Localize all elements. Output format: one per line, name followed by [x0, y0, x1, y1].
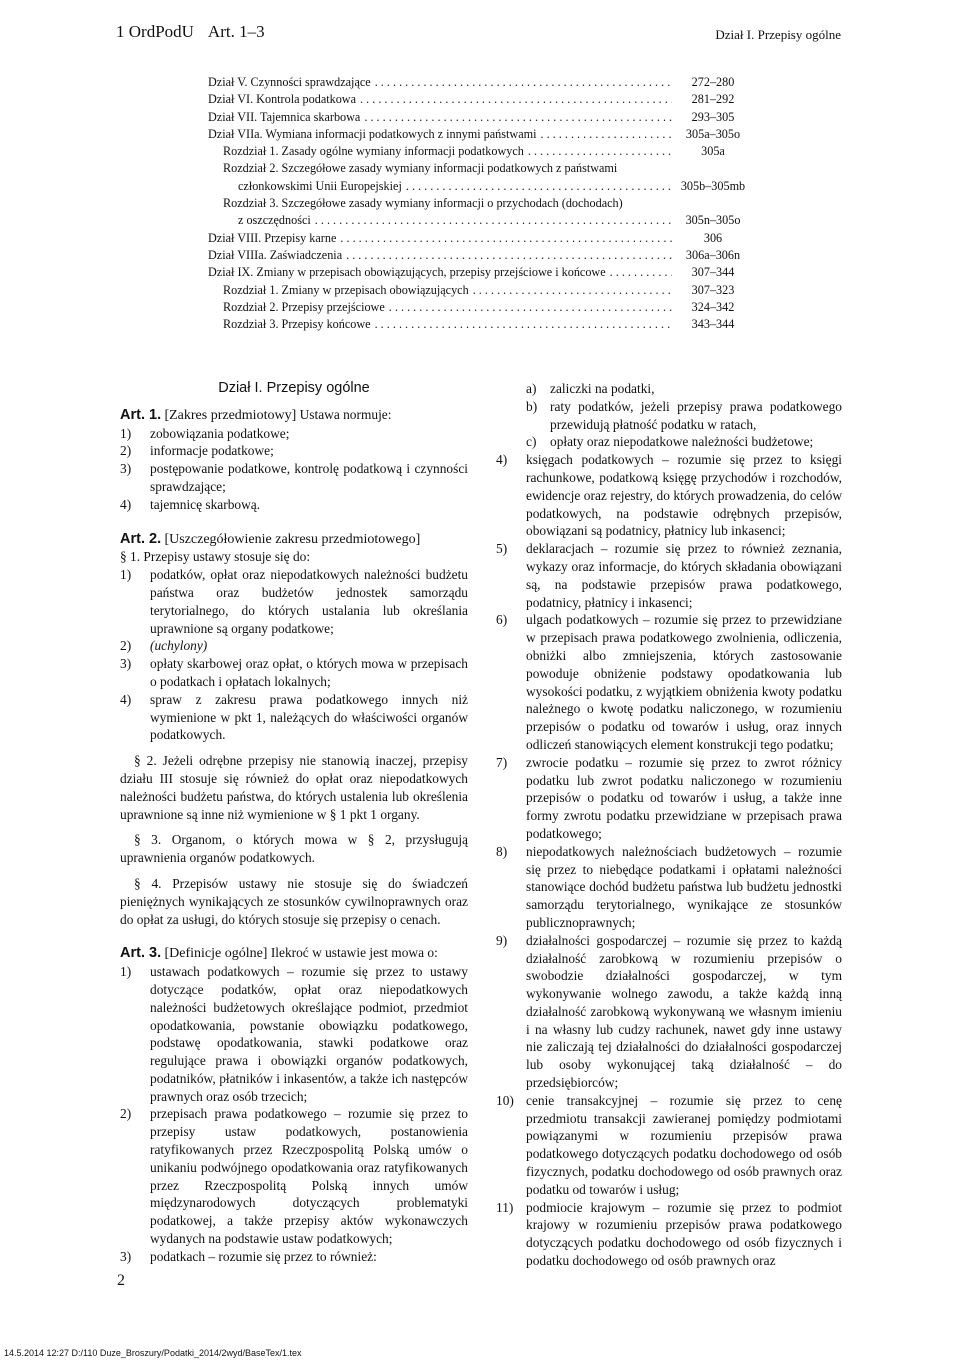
art2-number: Art. 2. [120, 530, 162, 547]
list-item [120, 1248, 468, 1266]
list-item [496, 433, 842, 451]
toc-entry [208, 316, 750, 333]
list-item-number: 4) [120, 691, 132, 707]
list-item-number: 2) [120, 1106, 132, 1122]
list-item [120, 963, 468, 1105]
toc-dot-leader [360, 91, 672, 108]
art2-paragraph-3: § 3. Organom, o których mowa w § 2, przysługują uprawnienia organów podatkowych. [120, 832, 468, 866]
running-header-right: Dział I. Przepisy ogólne [715, 27, 841, 42]
list-item-number: 9) [496, 932, 508, 948]
list-item [496, 398, 842, 434]
header-article-range: Art. 1–3 [207, 22, 265, 41]
list-item [496, 1199, 842, 1270]
art3-list-left [120, 963, 468, 1266]
toc-entry-label: Rozdział 3. Przepisy końcowe [223, 317, 371, 332]
toc-entry-label: Rozdział 2. Przepisy przejściowe [223, 299, 385, 314]
toc-entry [208, 195, 750, 212]
list-item-text: deklaracjach – rozumie się przez to również zeznania, wykazy oraz informacje, do których składania obowiązani są, na podstawie przepisów prawa podatkowego, podatnicy, płatnicy i inkasenci; [526, 541, 842, 610]
list-item-number: 2) [120, 443, 132, 459]
art3-number: Art. 3. [120, 945, 162, 962]
list-item-number: 3) [120, 656, 132, 672]
toc-entry-page: 343–344 [691, 317, 735, 332]
toc-entry [208, 282, 750, 299]
list-item [120, 655, 468, 691]
toc-entry-label: Dział VIII. Przepisy karne [208, 230, 337, 245]
toc-dot-leader [340, 230, 672, 247]
list-item-number: 1) [120, 425, 132, 441]
list-item-text: zwrocie podatku – rozumie się przez to zwrot różnicy podatku lub zwrot podatku naliczonego w rozumieniu przepisów o podatku od towarów i usług, a także inne formy zwrotu podatku przewidziane w przepisach prawa podatkowego; [526, 754, 842, 841]
list-item-text: zaliczki na podatki, [550, 381, 655, 396]
art1-heading [120, 406, 468, 425]
toc-entry-label: Dział VIIa. Wymiana informacji podatkowych z innymi państwami [208, 126, 537, 141]
toc-entry-page: 306 [703, 230, 723, 245]
list-item [120, 637, 468, 655]
art2-title: [Uszczegółowienie zakresu przedmiotowego] [164, 531, 421, 547]
art1-lead: Ustawa normuje: [299, 406, 392, 422]
list-item-text: raty podatków, jeżeli przepisy prawa podatkowego przewidują płatność podatku w ratach, [550, 398, 842, 432]
list-item-number: 6) [496, 612, 508, 628]
list-item-text: informacje podatkowe; [150, 443, 274, 459]
toc-entry-label: Dział VIIIa. Zaświadczenia [208, 247, 343, 262]
art1-title: [Zakres przedmiotowy] [164, 407, 297, 423]
toc-dot-leader [389, 299, 672, 316]
toc-entry-label: Rozdział 1. Zmiany w przepisach obowiązujących [223, 282, 469, 297]
list-item [120, 460, 468, 496]
list-item-text: postępowanie podatkowe, kontrolę podatkową i czynności sprawdzające; [150, 461, 468, 494]
list-item [120, 566, 468, 637]
toc-dot-leader [610, 264, 672, 281]
toc-dot-leader [540, 126, 672, 143]
toc-entry [208, 74, 750, 91]
list-item-text: cenie transakcyjnej – rozumie się przez to cenę przedmiotu transakcji zawieranej pomiędzy podmiotami powiązanymi w rozumieniu przepisów prawa podatkowego dotyczących podatku dochodowego od osób fizycznych, podatku dochodowego od osób prawnych oraz podatku od towarów i usług; [526, 1092, 842, 1197]
art2-heading [120, 530, 468, 549]
toc-dot-leader [315, 212, 672, 229]
art3-sublist [496, 380, 842, 451]
list-item-number: 4) [496, 452, 508, 468]
art3-lead: Ilekroć w ustawie jest mowa o: [270, 945, 438, 961]
list-item-number: 3) [120, 461, 132, 477]
page-number: 2 [117, 1272, 125, 1289]
running-header-left [116, 22, 265, 42]
toc-entry-label: członkowskimi Unii Europejskiej [238, 178, 402, 193]
list-item-text: opłaty skarbowej oraz opłat, o których mowa w przepisach o podatkach i opłatach lokalnych; [150, 656, 468, 689]
list-item-text: przepisach prawa podatkowego – rozumie się przez to przepisy ustaw podatkowych, postanowienia ratyfikowanych przez Rzeczpospolitą Polską umów o unikaniu podwójnego opodatkowania oraz ratyfikowanych przez Rzeczpospolitą Polską innych umów międzynarodowych dotyczących problematyki podatkowej, a także przepisy aktów wykonawczych wydanych na podstawie ustaw podatkowych; [150, 1106, 468, 1247]
list-item [120, 442, 468, 460]
art2-list [120, 566, 468, 744]
list-item-number: 11) [496, 1199, 514, 1215]
toc-entry-page: 305n–305o [685, 213, 741, 228]
toc-entry-label: Rozdział 1. Zasady ogólne wymiany informacji podatkowych [223, 144, 524, 159]
list-item-text: (uchylony) [150, 638, 208, 654]
list-item [496, 611, 842, 753]
toc-dot-leader [473, 282, 672, 299]
footer-file-path: 14.5.2014 12:27 D:/110 Duze_Broszury/Podatki_2014/2wyd/BaseTex/1.tex [4, 1348, 302, 1358]
art2-paragraph-1: § 1. Przepisy ustawy stosuje się do: [120, 549, 311, 565]
art2-paragraph-2: § 2. Jeżeli odrębne przepisy nie stanowią inaczej, przepisy działu III stosuje się również do opłat oraz niepodatkowych należności budżetu państwa, do których ustalenia lub określenia uprawnione są inne niż wymienione w § 1 pkt 1 organy. [120, 753, 468, 822]
list-item-number: 5) [496, 541, 508, 557]
toc-entry-page: 305a–305o [685, 126, 741, 141]
toc-entry [208, 160, 750, 177]
toc-entry [208, 247, 750, 264]
toc-entry-page: 293–305 [691, 109, 735, 124]
list-item-text: ustawach podatkowych – rozumie się przez to ustawy dotyczące podatków, opłat oraz niepodatkowych należności budżetowych określające podmiot, przedmiot opodatkowania, powstanie obowiązku podatkowego, podstawę opodatkowania, stawki podatkowe oraz regulujące prawa i obowiązki organów podatkowych, podatników, płatników i inkasentów, a także ich następców prawnych oraz osób trzecich; [150, 964, 468, 1104]
toc-entry [208, 264, 750, 281]
list-item-text: niepodatkowych należnościach budżetowych – rozumie się przez to niebędące podatkami i opłatami należności stanowiące dochód budżetu państwa lub budżetu jednostki samorządu terytorialnego, wynikające ze stosunków publicznoprawnych; [526, 843, 842, 930]
list-item [496, 540, 842, 611]
toc-dot-leader [528, 143, 672, 160]
list-item-number: 8) [496, 843, 508, 859]
list-item-text: działalności gospodarczej – rozumie się przez to każdą działalność zarobkową w rozumieniu przepisów o swobodzie działalności gospodarczej, w tym wykonywanie wolnego zawodu, a także każdą inną działalność zarobkową wykonywaną we własnym imieniu i na własny lub cudzy rachunek, nawet gdy inne ustawy nie zaliczają tej działalności do działalności gospodarczej lub osoby wykonującej taką działalność – do przedsiębiorców; [526, 932, 842, 1091]
list-item-text: opłaty oraz niepodatkowe należności budżetowe; [550, 434, 814, 450]
toc-entry-label: z oszczędności [238, 213, 311, 228]
toc-entry-label: Rozdział 2. Szczegółowe zasady wymiany informacji podatkowych z państwami [223, 161, 618, 176]
toc-entry [208, 126, 750, 143]
list-item-number: 4) [120, 496, 132, 512]
list-item-number: 7) [496, 754, 508, 770]
toc-entry-label: Rozdział 3. Szczegółowe zasady wymiany informacji o przychodach (dochodach) [223, 196, 623, 211]
art3-list-right [496, 451, 842, 1270]
list-item [496, 754, 842, 843]
toc-entry-page: 305a [701, 144, 725, 159]
list-item-text: podatkach – rozumie się przez to również: [150, 1248, 377, 1264]
list-item [496, 932, 842, 1092]
header-act-title: 1 OrdPodU [116, 22, 194, 41]
right-column [496, 380, 842, 1270]
list-item-text: ulgach podatkowych – rozumie się przez to przewidziane w przepisach prawa podatkowego zwolnienia, odliczenia, obniżki albo zmniejszenia, których zastosowanie powoduje obniżenie podstawy opodatkowania lub wysokości podatku, z wyjątkiem obniżenia kwoty podatku należnego o kwotę podatku naliczonego, w rozumieniu przepisów o podatku od towarów i usług, oraz innych odliczeń stanowiących element konstrukcji tego podatku; [526, 612, 842, 752]
toc-dot-leader [375, 316, 672, 333]
toc-entry [208, 299, 750, 316]
list-item-text: tajemnicę skarbową. [150, 496, 261, 512]
toc-entry-label: Dział VII. Tajemnica skarbowa [208, 109, 361, 124]
list-item [120, 425, 468, 443]
toc-entry-page: 281–292 [691, 92, 735, 107]
list-item [496, 380, 842, 398]
list-item-text: zobowiązania podatkowe; [150, 425, 290, 441]
list-item-number: b) [526, 398, 538, 414]
art1-list [120, 425, 468, 514]
list-item-text: podmiocie krajowym – rozumie się przez to podmiot krajowy w rozumieniu przepisów prawa podatkowego dotyczących podatku dochodowego od osób fizycznych i podatku dochodowego od osób prawnych oraz [526, 1199, 842, 1269]
toc-entry [208, 178, 750, 195]
list-item-number: 1) [120, 567, 132, 583]
list-item-number: 10) [496, 1092, 514, 1108]
list-item-text: spraw z zakresu prawa podatkowego innych niż wymienione w pkt 1, należących do właściwości organów podatkowych. [150, 691, 468, 743]
list-item-number: 2) [120, 638, 132, 654]
toc-entry-page: 272–280 [691, 75, 735, 89]
list-item-number: c) [526, 434, 537, 450]
toc-entry-page: 324–342 [691, 299, 735, 314]
toc-entry [208, 143, 750, 160]
section-title: Dział I. Przepisy ogólne [218, 380, 370, 396]
list-item [496, 451, 842, 540]
toc-entry [208, 212, 750, 229]
list-item [496, 1092, 842, 1199]
toc-entry-label: Dział IX. Zmiany w przepisach obowiązujących, przepisy przejściowe i końcowe [208, 265, 606, 280]
table-of-contents [208, 74, 750, 333]
list-item [496, 843, 842, 932]
toc-dot-leader [364, 109, 672, 126]
toc-entry-page: 306a–306n [685, 247, 741, 262]
list-item [120, 1105, 468, 1247]
toc-entry-page: 307–344 [691, 265, 735, 280]
toc-entry-label: Dział VI. Kontrola podatkowa [208, 92, 357, 107]
art1-number: Art. 1. [120, 406, 162, 423]
list-item-number: 3) [120, 1248, 132, 1264]
left-column [120, 380, 468, 1266]
toc-entry-page: 307–323 [691, 282, 735, 297]
art2-paragraph-4: § 4. Przepisów ustawy nie stosuje się do świadczeń pieniężnych wynikających ze stosunków cywilnoprawnych oraz do opłat za usługi, do których stosuje się przepisy o cenach. [120, 875, 468, 927]
list-item [120, 496, 468, 514]
toc-dot-leader [406, 178, 672, 195]
list-item-text: księgach podatkowych – rozumie się przez to księgi rachunkowe, podatkową księgę przychodów i rozchodów, ewidencje oraz rejestry, do których prowadzenia, do celów podatkowych, na podstawie odrębnych przepisów, obowiązani są podatnicy, płatnicy lub inkasenci; [526, 452, 842, 539]
art3-heading [120, 944, 468, 963]
list-item-number: 1) [120, 964, 132, 980]
toc-dot-leader [346, 247, 672, 264]
list-item [120, 691, 468, 744]
toc-entry [208, 109, 750, 126]
toc-entry-page: 305b–305mb [680, 178, 746, 193]
list-item-number: a) [526, 381, 537, 396]
art3-title: [Definicje ogólne] [164, 946, 268, 962]
toc-dot-leader [375, 74, 672, 91]
toc-entry [208, 91, 750, 108]
list-item-text: podatków, opłat oraz niepodatkowych należności budżetu państwa oraz budżetów jednostek samorządu terytorialnego, do których ustalania lub określania uprawnione są organy podatkowe; [150, 567, 468, 636]
toc-entry-label: Dział V. Czynności sprawdzające [208, 75, 371, 89]
toc-entry [208, 230, 750, 247]
